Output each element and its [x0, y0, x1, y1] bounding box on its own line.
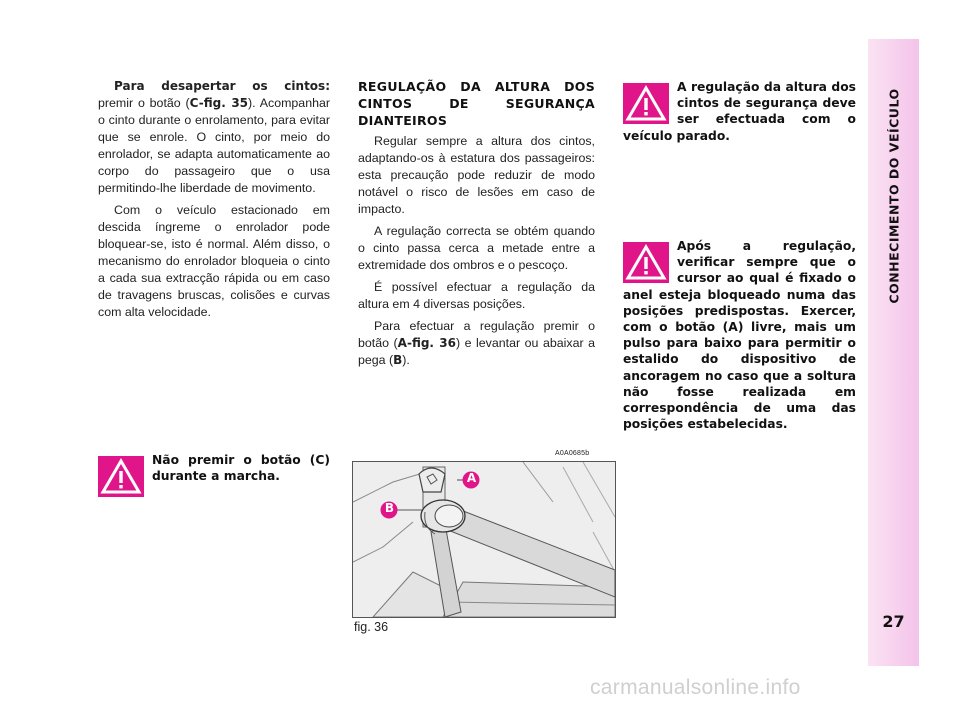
figure-ref: C-fig. 35: [189, 96, 249, 110]
paragraph: Regular sempre a altura dos cintos, adaptando-os à estatura dos passageiros: esta precaução pode reduzir de modo notável o risco de lesões em caso de impacto.: [358, 134, 595, 216]
text-run: premir o botão (: [98, 96, 190, 110]
text-run: Para efectuar a regulação premir o botão (: [358, 319, 595, 350]
paragraph: [98, 78, 330, 197]
paragraph: [358, 318, 595, 369]
figure-ref: A-fig. 36: [397, 336, 456, 350]
text-run: ). Acompanhar o cinto durante o enrolamento, para evitar que se enrole. O cinto, por meio do enrolador, se adapta automaticamente ao corpo do passageiro que o usa permitindo-lhe liberdade de movimento.: [98, 96, 330, 195]
column-2: [358, 78, 595, 374]
section-heading: REGULAÇÃO DA ALTURA DOS CINTOS DE SEGURANÇA DIANTEIROS: [358, 79, 595, 128]
figure-caption: fig. 36: [354, 620, 389, 634]
warning-box: [623, 79, 856, 144]
text-run: ) e levantar ou abaixar a pega (: [358, 336, 596, 367]
warning-text: Após a regulação, verificar sempre que o cursor ao qual é fixado o anel esteja bloqueado numa das posições predispostas. Exercer, com o botão (A) livre, mais um pulso para baixo para permitir o estalido do dispositivo de ancoragem no caso que a soltura não fosse realizada em correspondência de uma das posições estabelecidas.: [623, 239, 856, 432]
figure-ref: B: [393, 353, 403, 367]
page-number: 27: [882, 612, 905, 631]
warning-box: [98, 452, 330, 499]
warning-box: [623, 238, 856, 432]
figure-code: A0A0685b: [555, 450, 590, 457]
seatbelt-illustration: [353, 462, 615, 617]
figure-seatbelt-adjuster: [352, 461, 616, 618]
column-1: [98, 78, 330, 326]
warning-triangle-icon: [98, 456, 144, 497]
section-title-text: CONHECIMENTO DO VEÍCULO: [886, 88, 901, 304]
paragraph: A regulação correcta se obtém quando o cinto passa cerca a metade entre a extremidade dos ombros e o pescoço.: [358, 224, 595, 272]
paragraph: É possível efectuar a regulação da altura em 4 diversas posições.: [358, 280, 595, 311]
warning-triangle-icon: [623, 242, 669, 283]
paragraph: Com o veículo estacionado em descida íngreme o enrolador pode bloquear-se, isto é normal. Além disso, o mecanismo do enrolador bloqueia o cinto a cada sua extracção rápida ou em caso de travagens bruscas, colisões e curvas com alta velocidade.: [98, 203, 330, 319]
warning-text: Não premir o botão (C) durante a marcha.: [152, 453, 330, 484]
bold-lead: Para desapertar os cintos:: [114, 79, 330, 93]
section-title: [868, 76, 919, 316]
warning-text: A regulação da altura dos cintos de segurança deve ser efectuada com o veículo parado.: [623, 80, 856, 143]
warning-triangle-icon: [623, 83, 669, 124]
text-run: ).: [402, 353, 410, 367]
callout-a-label: A: [466, 471, 477, 485]
callout-b-label: B: [384, 501, 395, 515]
watermark: carmanualsonline.info: [590, 676, 801, 699]
